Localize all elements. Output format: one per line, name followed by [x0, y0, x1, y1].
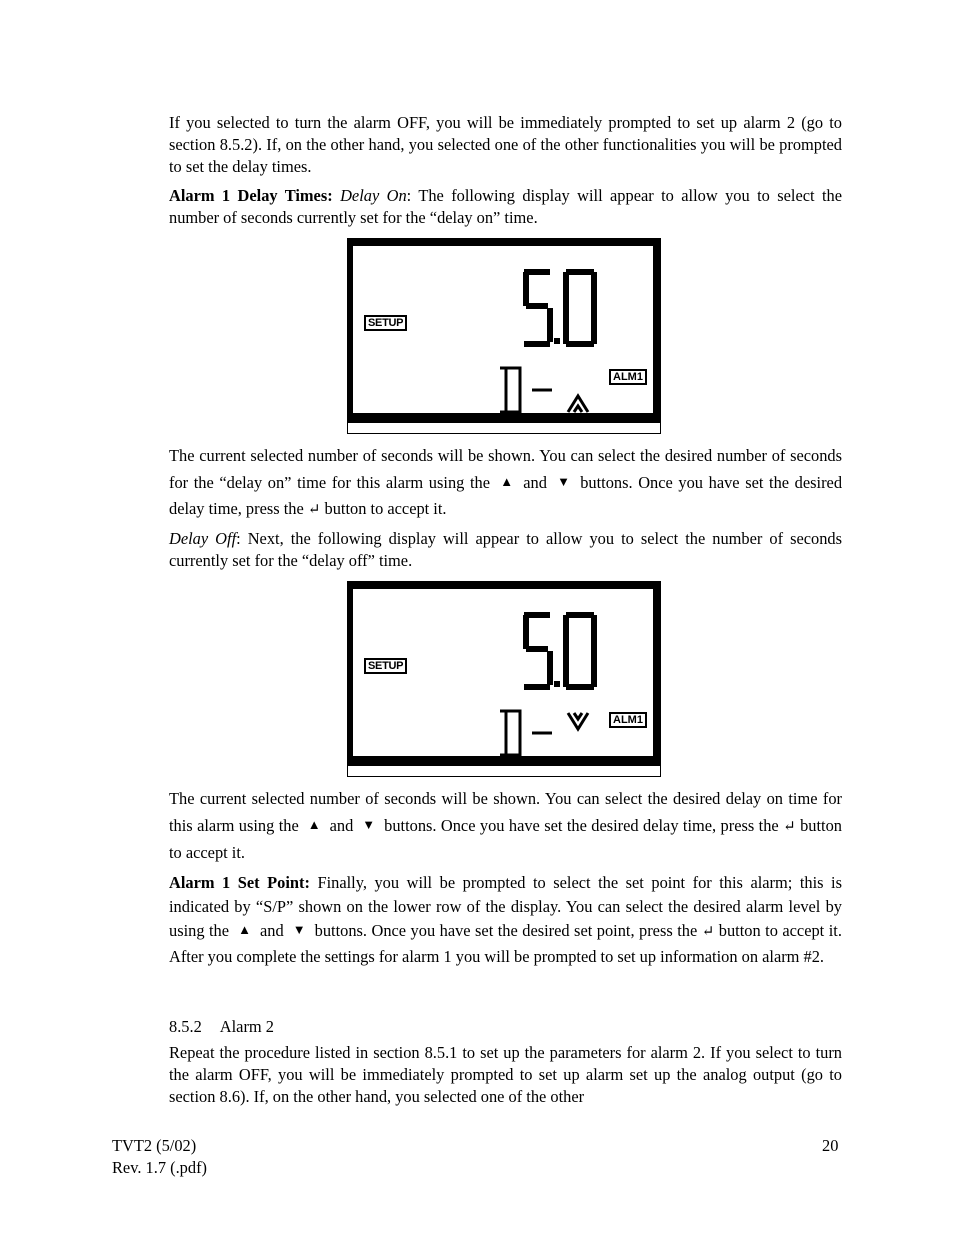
lcd-screen: [353, 246, 653, 413]
term-delay-off: Delay Off: [169, 529, 237, 548]
lcd-delay-on-indicator: [498, 364, 598, 418]
lcd-value-digits: [520, 611, 600, 691]
setup-indicator: SETUP: [364, 315, 407, 331]
lcd-display-delay-on: [347, 238, 661, 435]
enter-icon: ↵: [701, 924, 715, 940]
paragraph-set-point: [169, 871, 842, 968]
lcd-strip: [347, 766, 661, 777]
page-number: 20: [822, 1136, 839, 1155]
lcd-strip: [347, 423, 661, 434]
paragraph-alarm-off: If you selected to turn the alarm OFF, you will be immediately prompted to set up alarm 2 (go to section 8.5.2). If, on the other hand, you selected one of the other functionalities you will be prompted to set the delay times.: [169, 113, 842, 176]
lcd-screen: [353, 589, 653, 756]
up-triangle-icon: ▲: [500, 474, 514, 489]
section-number: 8.5.2: [169, 1017, 202, 1036]
lcd-value-digits: [520, 268, 600, 348]
down-triangle-icon: ▼: [557, 474, 571, 489]
paragraph-text: and: [329, 816, 354, 835]
paragraph-text: Finally, you will be prompted to select the set point for this alarm; this is indicated by “S/P” shown on the lower row of the display. You can select the desired alarm level by using the: [169, 873, 842, 940]
paragraph-text: and: [523, 473, 547, 492]
paragraph-text: button to accept it. After you complete the settings for alarm 1 you will be prompted to set up information on alarm #2.: [169, 921, 842, 966]
paragraph-text: button to accept it.: [169, 816, 842, 862]
paragraph-delay-off-intro: [169, 528, 842, 572]
paragraph-text: buttons. Once you have set the desired delay time, press the: [384, 816, 779, 835]
paragraph-text: button to accept it.: [324, 499, 447, 518]
up-triangle-icon: ▲: [238, 922, 251, 937]
heading-alarm1-set-point: Alarm 1 Set Point:: [169, 873, 310, 892]
paragraph-delay-on-select: [169, 443, 842, 523]
paragraph-text: The current selected number of seconds will be shown. You can select the desired number of seconds for the “delay on” time for this alarm using the: [169, 446, 842, 492]
paragraph-delay-on-intro: [169, 185, 842, 229]
footer-revision: Rev. 1.7 (.pdf): [112, 1158, 207, 1177]
down-triangle-icon: ▼: [292, 922, 306, 937]
alarm1-indicator: ALM1: [609, 369, 647, 385]
heading-alarm1-delay-times: Alarm 1 Delay Times:: [169, 186, 333, 205]
paragraph-text: buttons. Once you have set the desired set point, press the: [314, 921, 698, 940]
term-delay-on: Delay On: [340, 186, 407, 205]
up-triangle-icon: ▲: [307, 817, 321, 832]
paragraph-text: : Next, the following display will appear to allow you to select the number of seconds currently set for the “delay off” time.: [169, 529, 842, 570]
paragraph-text: The current selected number of seconds will be shown. You can select the desired delay on time for this alarm using the: [169, 789, 842, 835]
setup-indicator: SETUP: [364, 658, 407, 674]
paragraph-text: and: [260, 921, 284, 940]
paragraph-alarm2: Repeat the procedure listed in section 8.5.1 to set up the parameters for alarm 2. If you select to turn the alarm OFF, you will be immediately prompted to set up alarm set up the analog output (go to section 8.6). If, on the other hand, you selected one of the other: [169, 1043, 842, 1106]
paragraph-text: buttons. Once you have set the desired delay time, press the: [169, 473, 843, 518]
section-heading-8-5-2: [169, 1016, 274, 1038]
lcd-display-delay-off: [347, 581, 661, 778]
paragraph-text: : The following display will appear to allow you to select the number of seconds currently set for the “delay on” time.: [169, 186, 842, 227]
footer-doc-id: TVT2 (5/02): [112, 1136, 197, 1155]
alarm1-indicator: ALM1: [609, 712, 647, 728]
lcd-delay-off-indicator: [498, 707, 598, 761]
down-triangle-icon: ▼: [362, 817, 376, 832]
enter-icon: ↵: [783, 819, 796, 835]
enter-icon: ↵: [307, 502, 321, 518]
paragraph-delay-off-select: [169, 786, 842, 866]
section-title: Alarm 2: [219, 1017, 274, 1036]
